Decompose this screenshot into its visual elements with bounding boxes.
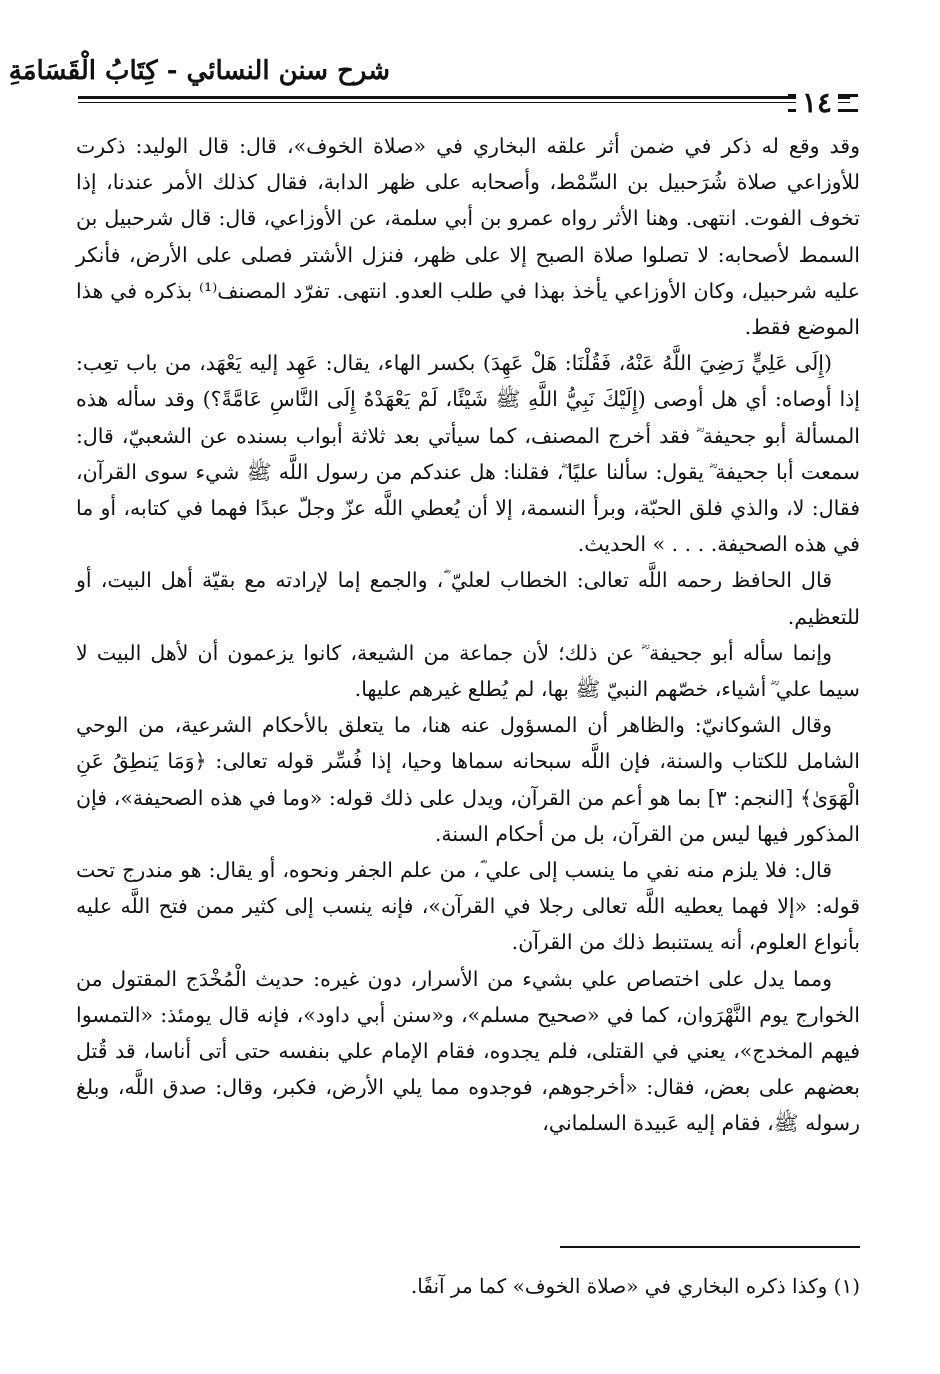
running-title: شرح سنن النسائي - كِتَابُ الْقَسَامَةِ [8, 56, 390, 86]
paragraph-4: وإنما سأله أبو جحيفة ؓ عن ذلك؛ لأن جماعة من الشيعة، كانوا يزعمون أن لأهل البيت لا سيما علي ؓ أشياء، خصّهم النبيّ ﷺ بها، لم يُطلع غيرهم عليها. [76, 640, 860, 702]
paragraph-6: قال: فلا يلزم منه نفي ما ينسب إلى علي ؓ، من علم الجفر ونحوه، أو يقال: هو مندرج تحت قوله: «إلا فهما يعطيه اللَّه تعالى رجلا في القرآن»، فإنه ينسب إلى كثير ممن فتح اللَّه عليه بأنواع العلوم، أنه يستنبط ذلك من القرآن. [76, 858, 860, 955]
main-text [76, 128, 860, 1142]
paragraph-1: وقد وقع له ذكر في ضمن أثر علقه البخاري في «صلاة الخوف»، قال: قال الوليد: ذكرت للأوزاعي صلاة شُرَحبيل بن السِّمْط، وأصحابه على ظهر الدابة، فقال كذلك الأمر عندنا، إذا تخوف الفوت. انتهى. وهنا الأثر رواه عمرو بن أبي سلمة، عن الأوزاعي، قال: قال شرحبيل بن السمط لأصحابه: لا تصلوا صلاة الصبح إلا على ظهر، فنزل الأشتر فصلى على الأرض، فأنكر عليه شرحبيل، وكان الأوزاعي يأخذ بهذا في طلب العدو. انتهى. تفرّد المصنف⁽¹⁾ بذكره في هذا الموضع فقط. [76, 134, 861, 340]
paragraph-5: وقال الشوكانيّ: والظاهر أن المسؤول عنه هنا، ما يتعلق بالأحكام الشرعية، من الوحي الشامل للكتاب والسنة، فإن اللَّه سبحانه سماها وحيا، إذا فُسِّر قوله تعالى: ﴿وَمَا يَنطِقُ عَنِ الْهَوَىٰ﴾ [النجم: ٣] بما هو أعم من القرآن، ويدل على ذلك قوله: «وما في هذه الصحيفة»، فإن المذكور فيها ليس من القرآن، بل من أحكام السنة. [76, 713, 860, 846]
page-number: ١٤ [796, 86, 838, 119]
paragraph-2: (إِلَى عَلِيٍّ رَضِيَ اللَّهُ عَنْهُ، فَقُلْنَا: هَلْ عَهِدَ) بكسر الهاء، يقال: عَهِد إليه يَعْهَد، من باب تعِب: إذا أوصاه: أي هل أوصى (إِلَيْكَ نَبِيُّ اللَّهِ ﷺ شَيْئًا، لَمْ يَعْهَدْهُ إِلَى النَّاسِ عَامَّةً؟) وقد سأله هذه المسألة أبو جحيفة ؓ فقد أخرج المصنف، كما سيأتي بعد ثلاثة أبواب بسنده عن الشعبيّ، قال: سمعت أبا جحيفة ؓ يقول: سألنا عليًا ؓ، فقلنا: هل عندكم من رسول اللَّه ﷺ شيء سوى القرآن، فقال: لا، والذي فلق الحبّة، وبرأ النسمة، إلا أن يُعطي اللَّه عزّ وجلّ عبدًا فهما في كتابه، أو ما في هذه الصحيفة. . . . » الحديث. [76, 351, 860, 557]
paragraph-7: ومما يدل على اختصاص علي بشيء من الأسرار، دون غيره: حديث الْمُخْدَج المقتول من الخوارج يوم النَّهْرَوان، كما في «صحيح مسلم»، و«سنن أبي داود»، فإنه قال يومئذ: «التمسوا فيهم المخدج»، يعني في القتلى، فلم يجدوه، فقام الإمام علي بنفسه حتى أتى أناسا، قد قُتل بعضهم على بعض، فقال: «أخرجوهم، فوجدوه مما يلي الأرض، فكبر، وقال: صدق اللَّه، وبلغ رسوله ﷺ، فقام إليه عَبيدة السلماني، [76, 966, 860, 1136]
paragraph-3: قال الحافظ رحمه اللَّه تعالى: الخطاب لعليّ ؓ، والجمع إما لإرادته مع بقيّة أهل البيت، أو للتعظيم. [76, 568, 860, 629]
page-header [8, 56, 858, 119]
footnote: (١) وكذا ذكره البخاري في «صلاة الخوف» كما مر آنفًا. [410, 1274, 860, 1298]
header-rule [78, 96, 850, 103]
footnote-separator [560, 1246, 860, 1248]
